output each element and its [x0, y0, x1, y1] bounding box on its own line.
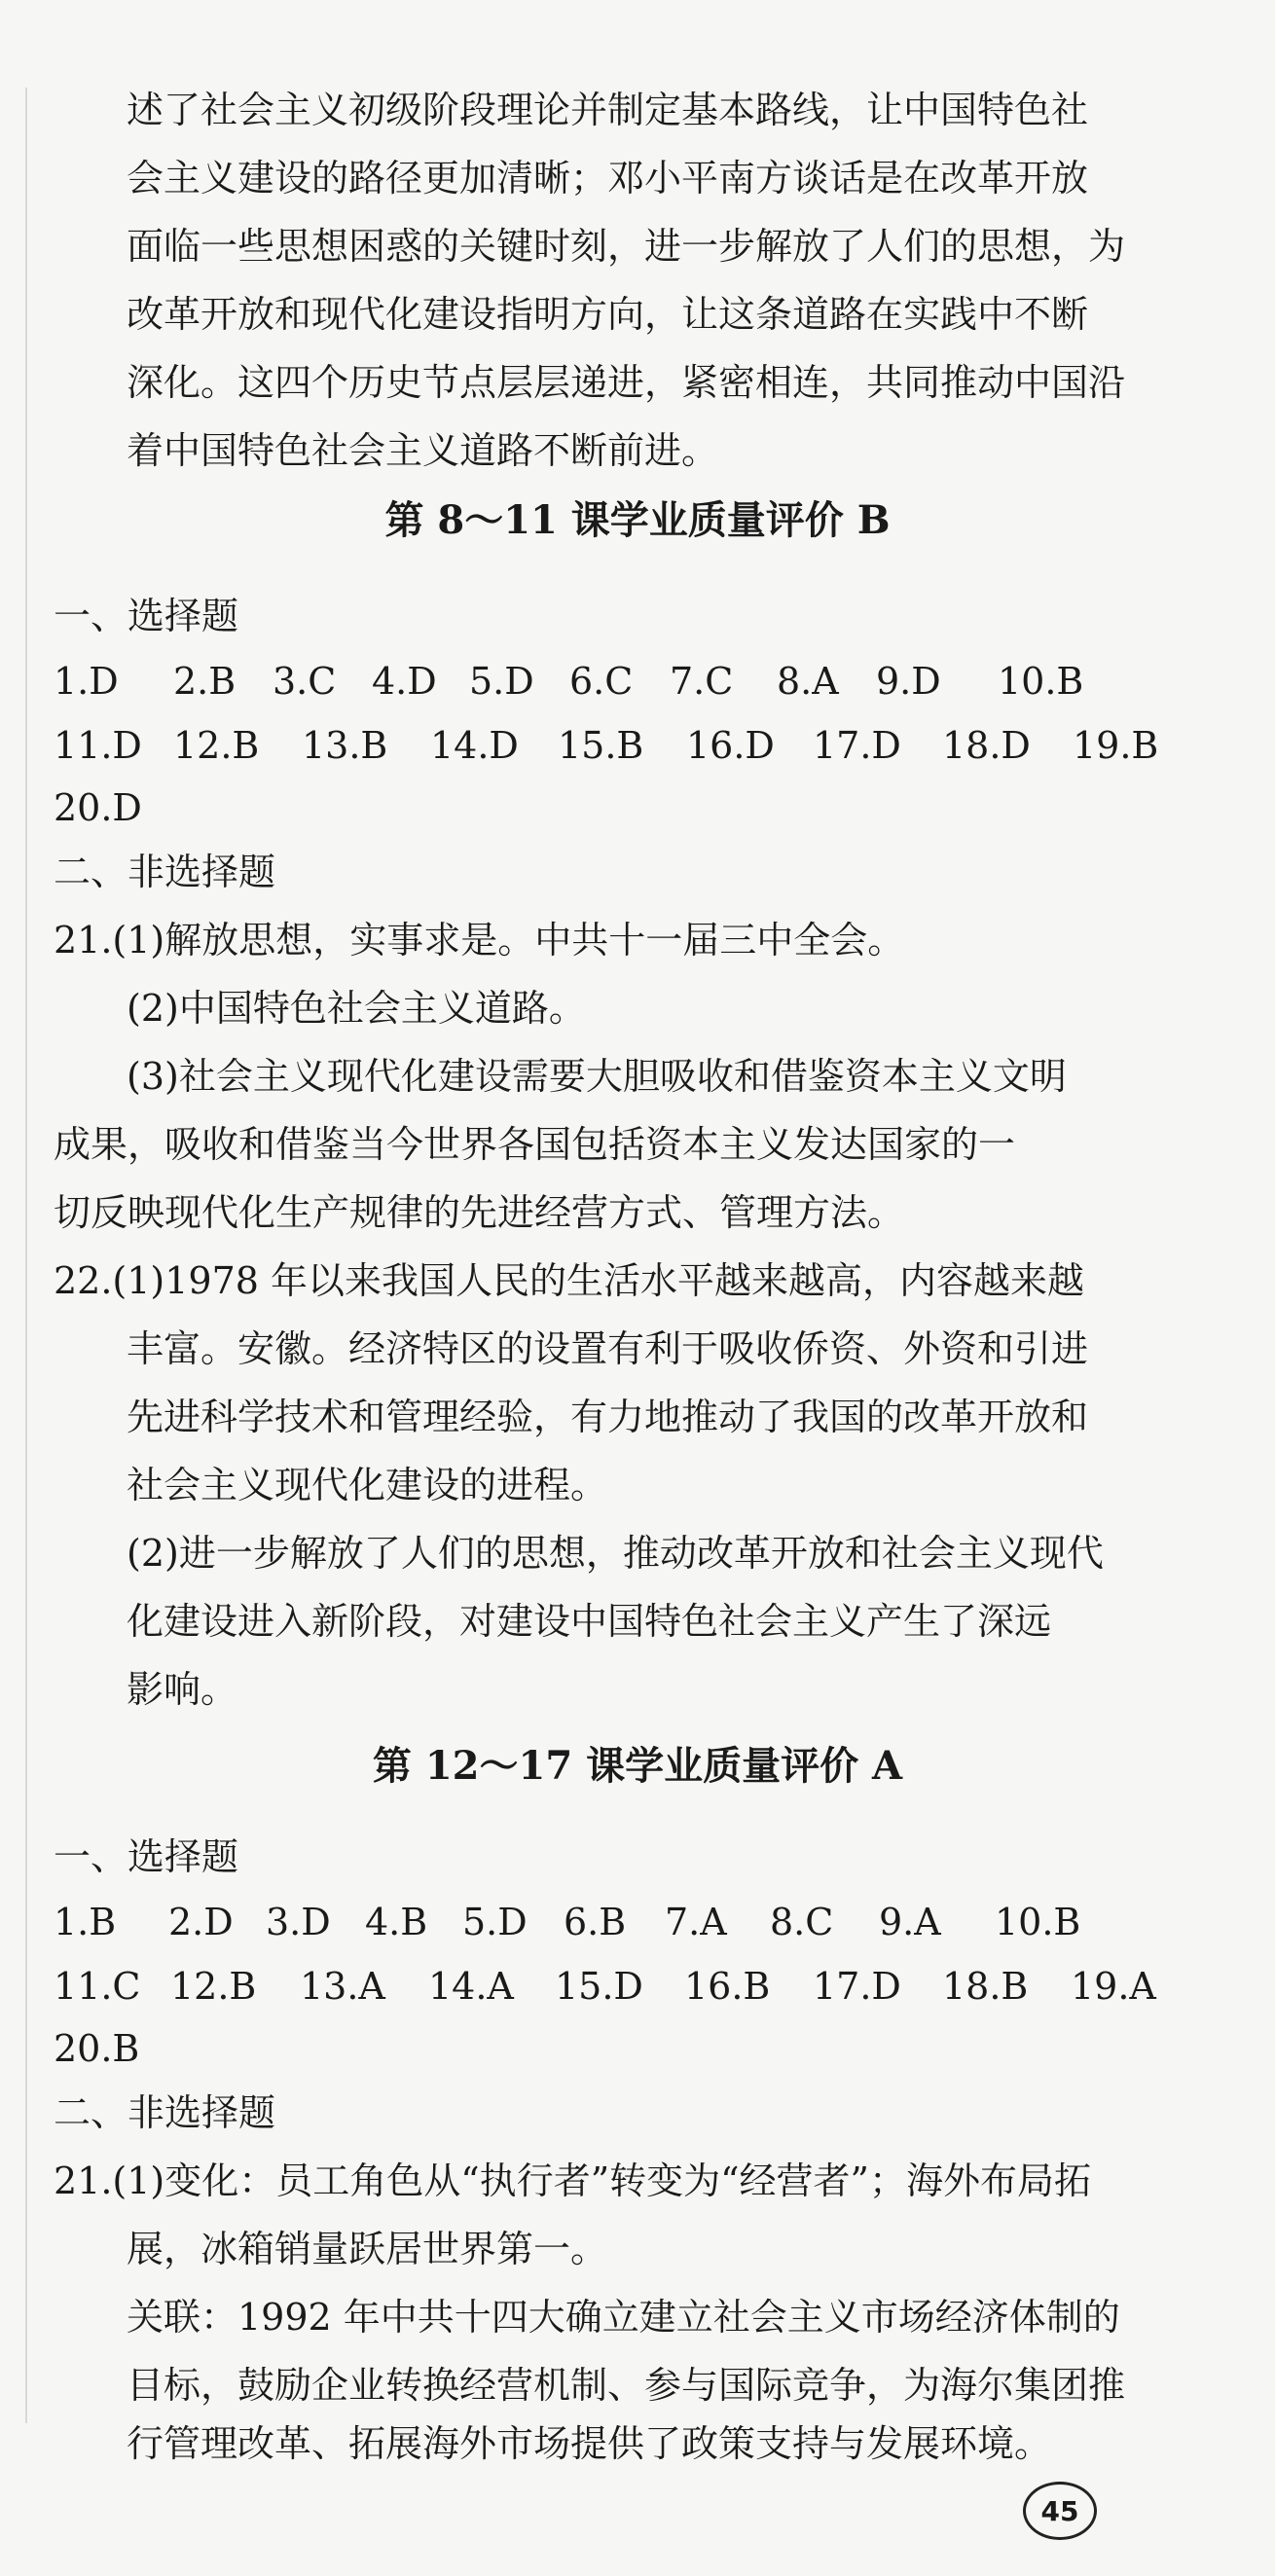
choice-heading: 一、选择题: [54, 595, 239, 637]
choice-answer: 18.B: [942, 1965, 1029, 2008]
choice-answer: 13.A: [300, 1965, 385, 2008]
choice-answer: 3.D: [266, 1901, 331, 1943]
answer-line: 丰富。安徽。经济特区的设置有利于吸收侨资、外资和引进: [127, 1327, 1089, 1370]
answer-line: (3)社会主义现代化建设需要大胆吸收和借鉴资本主义文明: [127, 1055, 1067, 1098]
choice-answer: 1.B: [54, 1901, 117, 1943]
choice-answer: 11.C: [54, 1965, 141, 2008]
choice-answer: 18.D: [942, 724, 1031, 767]
choice-answer: 9.D: [876, 660, 941, 703]
answer-line: 社会主义现代化建设的进程。: [127, 1464, 608, 1506]
answer-line: 21.(1)变化：员工角色从“执行者”转变为“经营者”；海外布局拓: [54, 2159, 1091, 2202]
answer-line: 成果，吸收和借鉴当今世界各国包括资本主义发达国家的一: [54, 1123, 1016, 1166]
answer-line: (2)中国特色社会主义道路。: [127, 987, 586, 1030]
answer-line: 目标，鼓励企业转换经营机制、参与国际竞争，为海尔集团推: [127, 2364, 1126, 2407]
answer-line: 关联：1992 年中共十四大确立建立社会主义市场经济体制的: [127, 2296, 1120, 2339]
choice-answer: 1.D: [54, 660, 119, 703]
section-title: 第 8～11 课学业质量评价 B: [384, 497, 891, 543]
intro-line: 深化。这四个历史节点层层递进，紧密相连，共同推动中国沿: [127, 361, 1126, 404]
choice-answer: 7.A: [665, 1901, 727, 1943]
choice-answer: 19.B: [1073, 724, 1159, 767]
answer-line: 展，冰箱销量跃居世界第一。: [127, 2228, 608, 2270]
choice-answer: 8.A: [777, 660, 839, 703]
choice-answers-row: [54, 654, 1236, 708]
choice-answer: 5.D: [462, 1901, 528, 1943]
choice-answer: 14.A: [428, 1965, 514, 2008]
answer-line: (2)进一步解放了人们的思想，推动改革开放和社会主义现代: [127, 1532, 1104, 1575]
choice-heading: 一、选择题: [54, 1835, 239, 1878]
choice-answer: 8.C: [770, 1901, 834, 1943]
choice-answer: 6.B: [564, 1901, 627, 1943]
choice-answer: 12.B: [173, 724, 260, 767]
choice-answer: 11.D: [54, 724, 142, 767]
choice-answer: 6.C: [569, 660, 634, 703]
choice-answer: 5.D: [469, 660, 534, 703]
choice-answers-row: [54, 718, 1236, 773]
answer-line: 化建设进入新阶段，对建设中国特色社会主义产生了深远: [127, 1600, 1052, 1643]
choice-answer: 9.A: [879, 1901, 941, 1943]
nonchoice-heading: 二、非选择题: [54, 851, 276, 893]
choice-answer: 13.B: [302, 724, 388, 767]
choice-answer: 12.B: [170, 1965, 257, 2008]
intro-line: 会主义建设的路径更加清晰；邓小平南方谈话是在改革开放: [127, 157, 1089, 200]
page-margin-line: [25, 88, 27, 2423]
page-number: 45: [1023, 2482, 1097, 2540]
section-title: 第 12～17 课学业质量评价 A: [372, 1743, 903, 1789]
intro-line: 面临一些思想困惑的关键时刻，进一步解放了人们的思想，为: [127, 225, 1126, 268]
choice-answer: 17.D: [813, 1965, 901, 2008]
choice-answer: 15.B: [558, 724, 644, 767]
choice-answer: 20.B: [54, 2027, 140, 2070]
choice-answer: 4.D: [372, 660, 437, 703]
answer-line: 行管理改革、拓展海外市场提供了政策支持与发展环境。: [127, 2422, 1052, 2465]
answer-line: 影响。: [127, 1668, 238, 1711]
choice-answer: 15.D: [555, 1965, 643, 2008]
choice-answer: 20.D: [54, 786, 142, 829]
choice-answer: 14.D: [430, 724, 519, 767]
choice-answer: 7.C: [670, 660, 734, 703]
answer-line: 22.(1)1978 年以来我国人民的生活水平越来越高，内容越来越: [54, 1259, 1085, 1302]
intro-line: 改革开放和现代化建设指明方向，让这条道路在实践中不断: [127, 293, 1089, 336]
choice-answer: 10.B: [995, 1901, 1081, 1943]
choice-answer: 17.D: [813, 724, 901, 767]
choice-answer: 4.B: [365, 1901, 428, 1943]
intro-line: 着中国特色社会主义道路不断前进。: [127, 429, 719, 472]
choice-answers-row: [54, 1959, 1236, 2014]
answer-line: 21.(1)解放思想，实事求是。中共十一届三中全会。: [54, 919, 905, 961]
answer-line: 先进科学技术和管理经验，有力地推动了我国的改革开放和: [127, 1396, 1089, 1438]
choice-answer: 16.B: [684, 1965, 771, 2008]
intro-line: 述了社会主义初级阶段理论并制定基本路线，让中国特色社: [127, 89, 1089, 131]
choice-answers-row: [54, 1895, 1236, 1949]
choice-answer: 2.D: [168, 1901, 234, 1943]
choice-answer: 19.A: [1071, 1965, 1156, 2008]
choice-answer: 16.D: [686, 724, 775, 767]
choice-answer: 2.B: [173, 660, 237, 703]
choice-answer: 3.C: [273, 660, 337, 703]
nonchoice-heading: 二、非选择题: [54, 2091, 276, 2134]
answer-line: 切反映现代化生产规律的先进经营方式、管理方法。: [54, 1191, 905, 1234]
choice-answer: 10.B: [998, 660, 1084, 703]
